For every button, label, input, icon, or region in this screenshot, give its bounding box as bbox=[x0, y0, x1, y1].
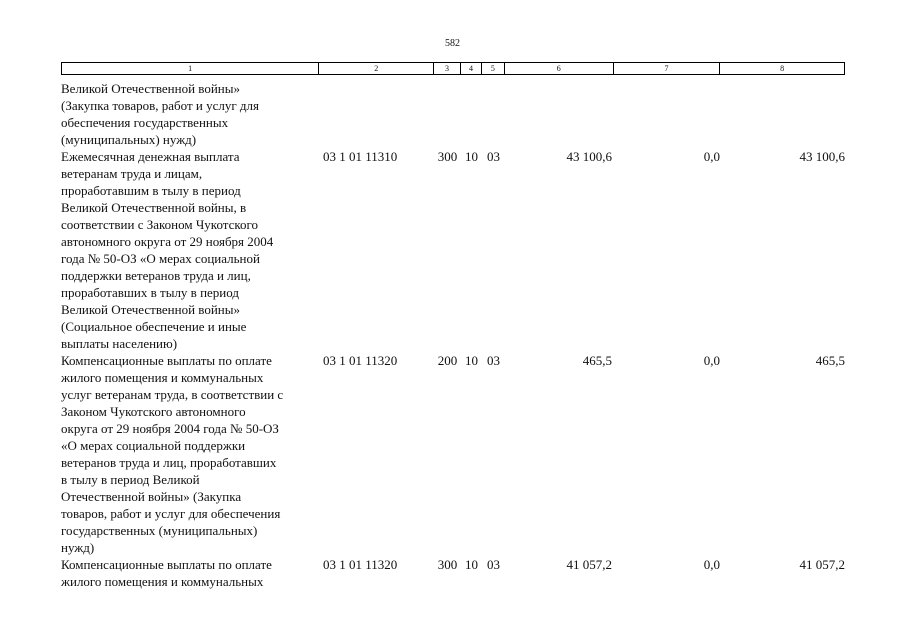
budget-table-body bbox=[61, 80, 845, 590]
row-target-code bbox=[323, 80, 434, 148]
header-col-3: 3 bbox=[434, 63, 461, 74]
row-target-code: 03 1 01 11320 bbox=[323, 557, 398, 572]
row-section bbox=[461, 80, 482, 148]
page-number: 582 bbox=[445, 38, 460, 49]
header-col-7: 7 bbox=[614, 63, 721, 74]
row-expense-type: 300 bbox=[437, 557, 458, 572]
row-expense-type: 300 bbox=[437, 149, 458, 164]
row-expense-type: 200 bbox=[437, 353, 458, 368]
row-amount-col7: 0,0 bbox=[703, 149, 720, 164]
row-expense-type bbox=[434, 80, 461, 148]
row-section: 10 bbox=[465, 353, 478, 368]
row-subsection: 03 bbox=[487, 149, 500, 164]
header-col-2: 2 bbox=[319, 63, 434, 74]
row-amount-col8: 43 100,6 bbox=[799, 149, 845, 164]
table-column-numbers-header bbox=[61, 62, 845, 75]
row-section: 10 bbox=[465, 149, 478, 164]
row-amount-col7: 0,0 bbox=[703, 353, 720, 368]
row-subsection: 03 bbox=[487, 353, 500, 368]
row-amount-col8: 41 057,2 bbox=[799, 557, 845, 572]
row-description: Великой Отечественной войны» (Закупка товаров, работ и услуг для обеспечения государственных (муниципальных) нужд) bbox=[61, 81, 259, 147]
row-target-code: 03 1 01 11320 bbox=[323, 353, 398, 368]
table-row bbox=[61, 148, 845, 352]
header-col-4: 4 bbox=[461, 63, 482, 74]
table-row bbox=[61, 352, 845, 556]
row-description: Ежемесячная денежная выплата ветеранам труда и лицам, проработавшим в тылу в период Великой Отечественной войны, в соответствии с Законом Чукотского автономного округа от 29 ноября 2004 года № 50-ОЗ «О мерах социальной поддержки ветеранов труда и лиц, проработавших в тылу в период Великой Отечественной войны» (Социальное обеспечение и иные выплаты населению) bbox=[61, 149, 274, 351]
row-amount-col6: 43 100,6 bbox=[566, 149, 612, 164]
row-section: 10 bbox=[465, 557, 478, 572]
table-row bbox=[61, 80, 845, 148]
row-amount-col6: 465,5 bbox=[582, 353, 612, 368]
row-amount-col8 bbox=[721, 80, 845, 148]
row-subsection: 03 bbox=[487, 557, 500, 572]
header-col-8: 8 bbox=[780, 64, 785, 73]
row-amount-col7 bbox=[614, 80, 721, 148]
header-col-1: 1 bbox=[62, 63, 319, 74]
row-amount-col6 bbox=[505, 80, 614, 148]
row-amount-col8: 465,5 bbox=[815, 353, 845, 368]
row-target-code: 03 1 01 11310 bbox=[323, 149, 398, 164]
row-subsection bbox=[482, 80, 505, 148]
row-amount-col7: 0,0 bbox=[703, 557, 720, 572]
header-col-5: 5 bbox=[482, 63, 505, 74]
table-row bbox=[61, 556, 845, 590]
row-description: Компенсационные выплаты по оплате жилого помещения и коммунальных bbox=[61, 557, 272, 589]
row-amount-col6: 41 057,2 bbox=[566, 557, 612, 572]
row-description: Компенсационные выплаты по оплате жилого помещения и коммунальных услуг ветеранам труда, в соответствии с Законом Чукотского автономного округа от 29 ноября 2004 года № 50-ОЗ «О мерах социальной поддержки ветеранов труда и лиц, проработавших в тылу в период Великой Отечественной войны» (Закупка товаров, работ и услуг для обеспечения государственных (муниципальных) нужд) bbox=[61, 353, 284, 555]
header-col-6: 6 bbox=[505, 63, 614, 74]
